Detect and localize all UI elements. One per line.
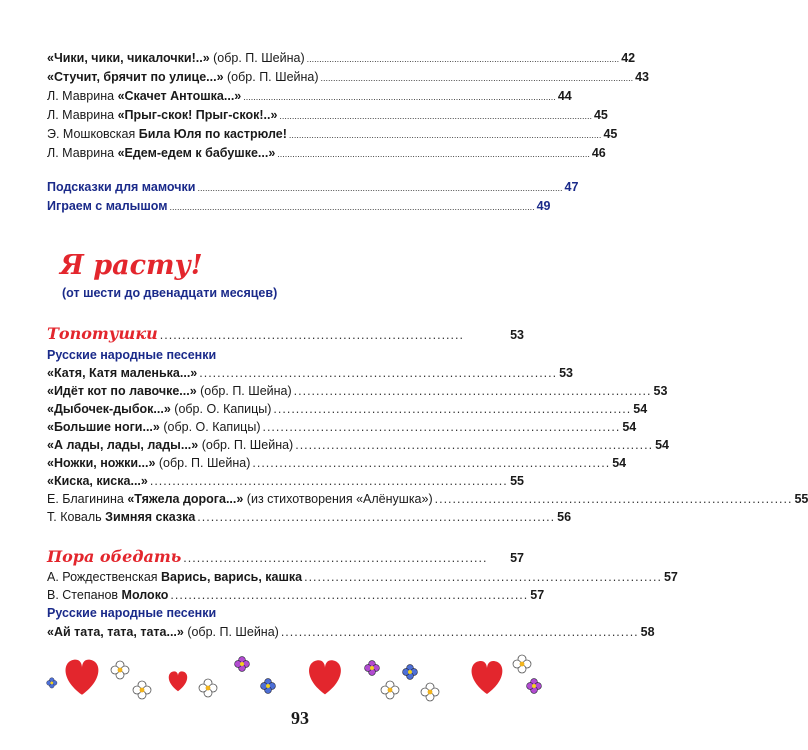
subheading: Русские народные песенки — [47, 348, 217, 362]
toc-entry: «А лады, лады, лады...» (обр. П. Шейна) ................................................................................ 54 — [47, 438, 669, 452]
decorative-border — [0, 650, 600, 710]
toc-entry: «Дыбочек-дыбок...» (обр. О. Капицы) ................................................................................ 54 — [47, 402, 648, 416]
toc-entry: Е. Благинина «Тяжела дорога...» (из стихотворения «Алёнушка») ................................................................................ 55 — [47, 492, 808, 506]
toc-entry: Э. Мошковская Била Юля по кастрюле! ............................................................................................................................. 45 — [47, 127, 618, 141]
toc-entry: «Чики, чики, чикалочки!..» (обр. П. Шейна) ............................................................................................................................. 42 — [47, 51, 636, 65]
toc-entry: Л. Маврина «Прыг-скок! Прыг-скок!..» ............................................................................................................................. 45 — [47, 108, 608, 122]
toc-entry: «Катя, Катя маленька...» ................................................................................ 53 — [47, 366, 573, 380]
toc-extra-entry: Играем с малышом .................................................................................................................................................. 49 — [47, 199, 551, 213]
toc-entry: Л. Маврина «Скачет Антошка...» ............................................................................................................................. 44 — [47, 89, 572, 103]
toc-entry: Л. Маврина «Едем-едем к бабушке...» ............................................................................................................................. 46 — [47, 146, 606, 160]
toc-entry: «Ай тата, тата, тата...» (обр. П. Шейна) ................................................................................ 58 — [47, 625, 655, 639]
section-heading: Пора обедать .................................................................... 57 — [47, 547, 524, 566]
section-heading: Топотушки .................................................................... 53 — [47, 324, 524, 343]
toc-entry: «Ножки, ножки...» (обр. П. Шейна) ................................................................................ 54 — [47, 456, 627, 470]
part-subtitle: (от шести до двенадцати месяцев) — [62, 286, 278, 300]
toc-entry: В. Степанов Молоко ................................................................................ 57 — [47, 588, 545, 602]
toc-entry: «Стучит, брячит по улице...» (обр. П. Шейна) ............................................................................................................................. 43 — [47, 70, 649, 84]
toc-entry: «Идёт кот по лавочке...» (обр. П. Шейна) ................................................................................ 53 — [47, 384, 668, 398]
page-number: 93 — [291, 708, 309, 728]
toc-extra-entry: Подсказки для мамочки .................................................................................................................................................. 47 — [47, 180, 579, 194]
toc-entry: Т. Коваль Зимняя сказка ................................................................................ 56 — [47, 510, 572, 524]
toc-entry: «Киска, киска...» ................................................................................ 55 — [47, 474, 524, 488]
toc-entry: «Большие ноги...» (обр. О. Капицы) ................................................................................ 54 — [47, 420, 637, 434]
part-title: Я расту! — [60, 250, 203, 281]
toc-entry: А. Рождественская Варись, варись, кашка ................................................................................ 57 — [47, 570, 678, 584]
subheading: Русские народные песенки — [47, 606, 217, 620]
